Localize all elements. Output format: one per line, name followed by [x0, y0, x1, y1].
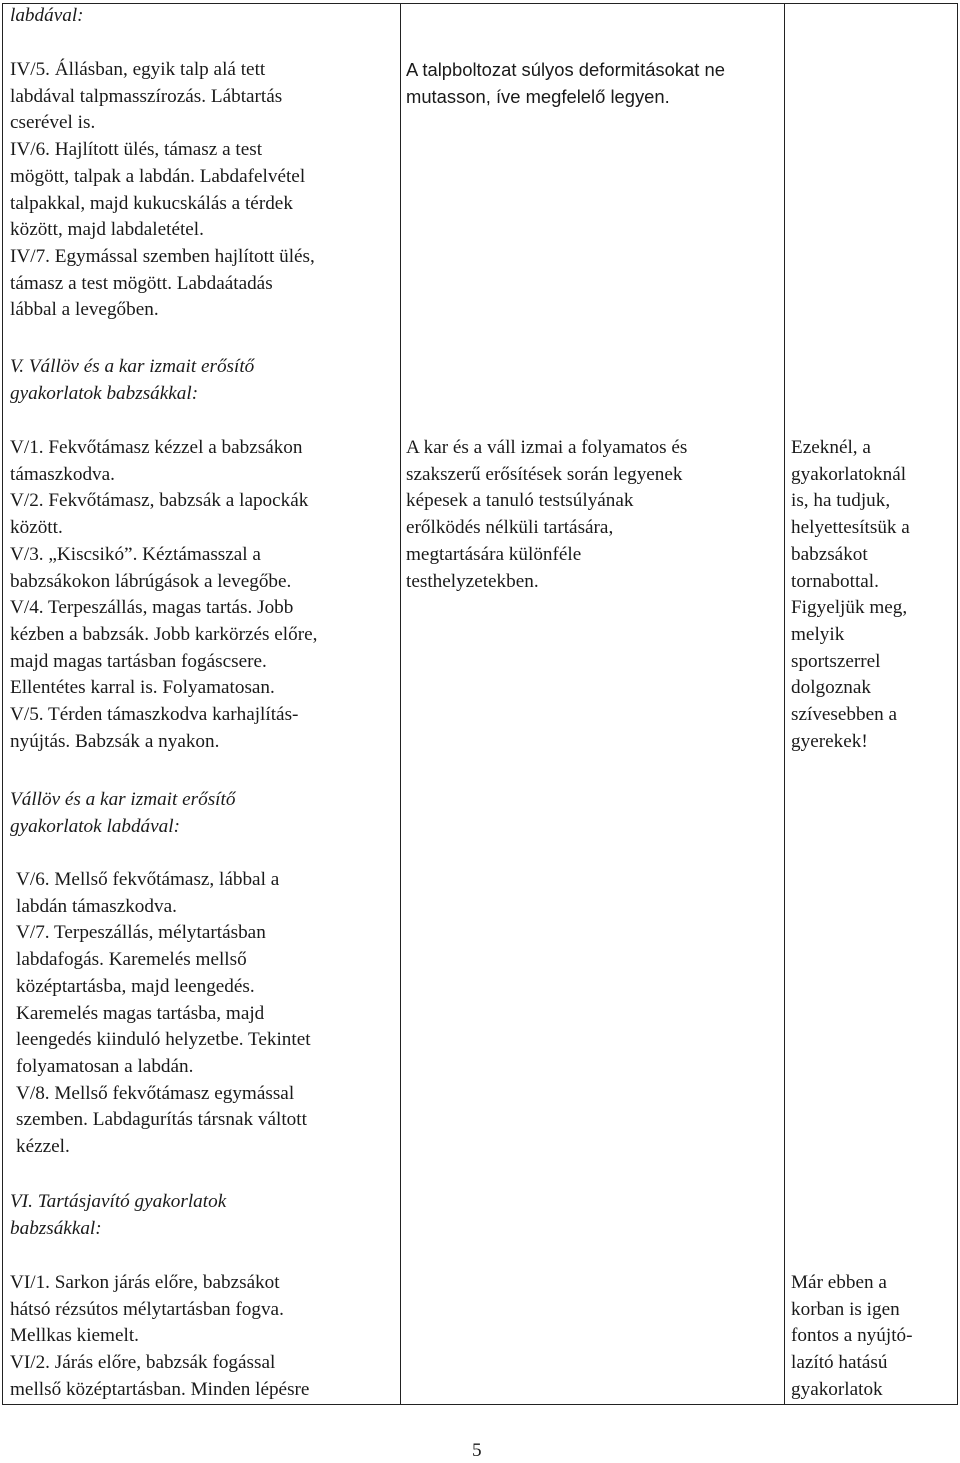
expected-outcome-arm-shoulder — [406, 435, 687, 595]
text-line: folyamatosan a labdán. — [16, 1055, 194, 1077]
text-line: V/2. Fekvőtámasz, babzsák a lapockák — [10, 490, 309, 512]
text-line: támaszkodva. — [10, 463, 115, 485]
exercises-v-ball — [16, 867, 311, 1161]
text-line: szakszerű erősítések során legyenek — [406, 463, 683, 485]
text-line: babzsákot — [791, 543, 868, 565]
text-line: is, ha tudjuk, — [791, 490, 891, 512]
text-line: Mellkas kiemelt. — [10, 1325, 139, 1347]
text-line: melyik — [791, 623, 845, 645]
text-line: labdafogás. Karemelés mellső — [16, 949, 247, 971]
text-line: V/4. Terpeszállás, magas tartás. Jobb — [10, 597, 294, 619]
text-line: dolgoznak — [791, 677, 871, 699]
text-line: Karemelés magas tartásba, majd — [16, 1002, 265, 1024]
exercises-iv — [10, 57, 315, 324]
text-line: középtartásba, majd leengedés. — [16, 975, 255, 997]
text-line: gyakorlatok babzsákkal: — [10, 382, 199, 404]
text-line: V/6. Mellső fekvőtámasz, lábbal a — [16, 869, 280, 890]
text-line: cserével is. — [10, 112, 96, 134]
text-line: Már ebben a — [791, 1272, 887, 1293]
section-heading-vi — [10, 1189, 226, 1242]
text-line: mögött, talpak a labdán. Labdafelvétel — [10, 165, 306, 187]
text-line: támasz a test mögött. Labdaátadás — [10, 272, 273, 294]
text-line: IV/7. Egymással szemben hajlított ülés, — [10, 245, 315, 267]
text-line: kézzel. — [16, 1136, 70, 1158]
text-line: nyújtás. Babzsák a nyakon. — [10, 730, 220, 752]
text-line: között. — [10, 517, 63, 539]
text-line: labdával: — [10, 5, 84, 26]
text-line: Ellentétes karral is. Folyamatosan. — [10, 677, 275, 699]
text-line: mutasson, íve megfelelő legyen. — [406, 85, 670, 107]
text-line: gyakorlatok labdával: — [10, 815, 180, 837]
text-line: labdán támaszkodva. — [16, 895, 177, 917]
text-line: IV/6. Hajlított ülés, támasz a test — [10, 139, 263, 161]
text-line: gyakorlatoknál — [791, 463, 907, 485]
text-line: erőlködés nélküli tartására, — [406, 517, 614, 539]
text-line: Ezeknél, a — [791, 437, 871, 458]
text-line: talpakkal, majd kukucskálás a térdek — [10, 192, 293, 214]
expected-outcome-foot — [406, 57, 725, 110]
text-line: IV/5. Állásban, egyik talp alá tett — [10, 59, 266, 80]
column-divider-2 — [784, 3, 785, 1405]
text-line: A talpboltozat súlyos deformitásokat ne — [406, 59, 725, 80]
text-line: gyakorlatok — [791, 1378, 883, 1400]
text-line: V/3. „Kiscsikó”. Kéztámasszal a — [10, 543, 261, 565]
text-line: babzsákkal: — [10, 1217, 102, 1239]
text-line: fontos a nyújtó- — [791, 1325, 913, 1347]
text-line: A kar és a váll izmai a folyamatos és — [406, 437, 688, 458]
text-line: helyettesítsük a — [791, 517, 910, 539]
text-line: gyerekek! — [791, 730, 868, 752]
text-line: V. Vállöv és a kar izmait erősítő — [10, 356, 255, 377]
text-line: tornabottal. — [791, 570, 879, 592]
text-line: lábbal a levegőben. — [10, 299, 159, 321]
text-line: mellső középtartásban. Minden lépésre — [10, 1378, 310, 1400]
text-line: szemben. Labdagurítás társnak váltott — [16, 1109, 307, 1131]
text-line: korban is igen — [791, 1298, 900, 1320]
text-line: Vállöv és a kar izmait erősítő — [10, 789, 236, 810]
text-line: V/5. Térden támaszkodva karhajlítás- — [10, 704, 299, 726]
page-number: 5 — [472, 1440, 482, 1461]
text-line: megtartására különféle — [406, 543, 582, 565]
text-line: között, majd labdaletétel. — [10, 219, 204, 241]
text-line: kézben a babzsák. Jobb karkörzés előre, — [10, 623, 318, 645]
text-line: hátsó rézsútos mélytartásban fogva. — [10, 1298, 284, 1320]
text-line: babzsákokon lábrúgások a levegőbe. — [10, 570, 292, 592]
text-line: labdával talpmasszírozás. Lábtartás — [10, 85, 283, 107]
note-stretching — [791, 1270, 913, 1404]
text-line: képesek a tanuló testsúlyának — [406, 490, 634, 512]
note-equipment-substitution — [791, 435, 910, 755]
column-divider-1 — [400, 3, 401, 1405]
text-line: leengedés kiinduló helyzetbe. Tekintet — [16, 1029, 311, 1051]
text-line: V/7. Terpeszállás, mélytartásban — [16, 922, 266, 944]
exercises-v-beanbag — [10, 435, 317, 755]
text-line: Figyeljük meg, — [791, 597, 908, 619]
text-line: majd magas tartásban fogáscsere. — [10, 650, 267, 672]
section-heading-v — [10, 354, 254, 407]
exercise-group-heading-ball — [10, 3, 84, 30]
text-line: V/8. Mellső fekvőtámasz egymással — [16, 1082, 295, 1104]
text-line: lazító hatású — [791, 1352, 888, 1374]
text-line: VI/1. Sarkon járás előre, babzsákot — [10, 1272, 280, 1293]
subsection-heading-ball — [10, 787, 235, 840]
text-line: VI. Tartásjavító gyakorlatok — [10, 1191, 227, 1212]
text-line: VI/2. Járás előre, babzsák fogással — [10, 1352, 276, 1374]
text-line: szívesebben a — [791, 704, 898, 726]
text-line: sportszerrel — [791, 650, 881, 672]
text-line: testhelyzetekben. — [406, 570, 539, 592]
text-line: V/1. Fekvőtámasz kézzel a babzsákon — [10, 437, 303, 458]
exercises-vi — [10, 1270, 309, 1404]
